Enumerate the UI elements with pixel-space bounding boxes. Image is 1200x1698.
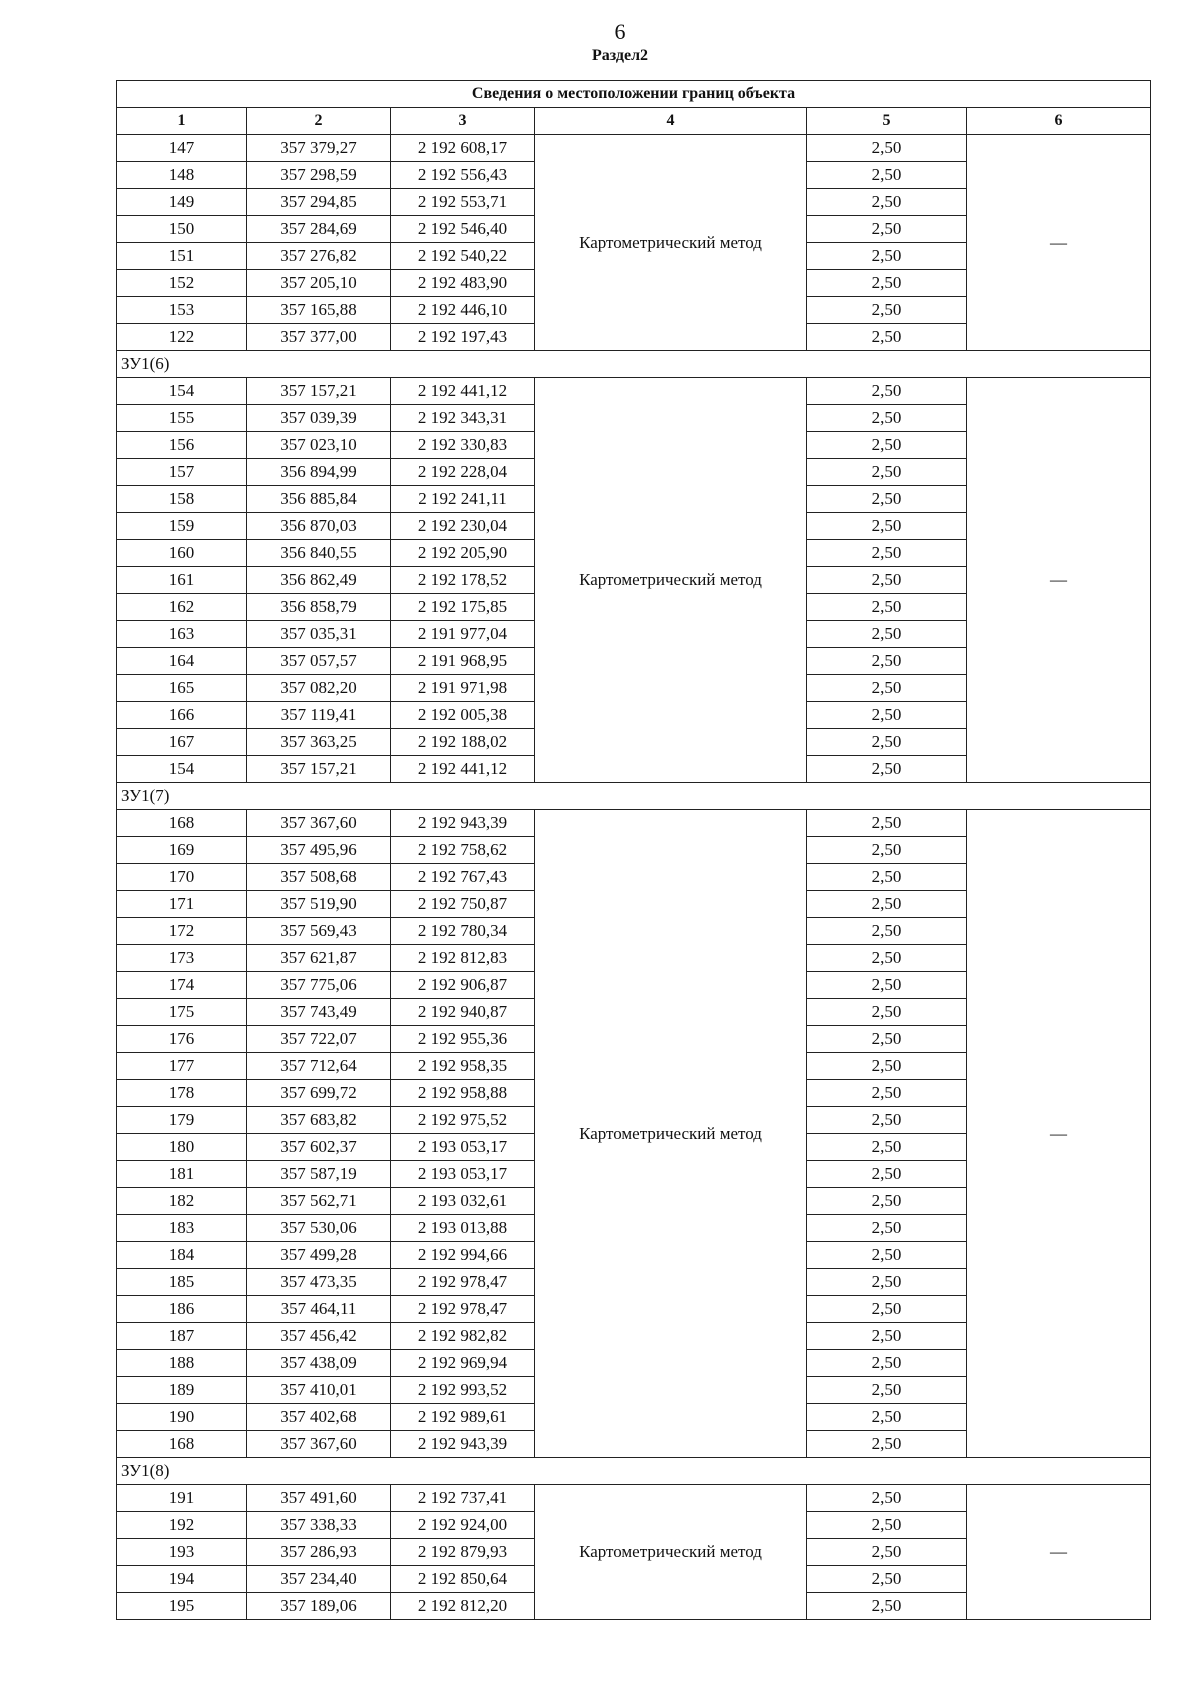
y-coordinate-cell: 2 192 978,47 <box>391 1296 535 1323</box>
point-number-cell: 161 <box>117 567 247 594</box>
x-coordinate-cell: 357 495,96 <box>247 837 391 864</box>
point-number-cell: 156 <box>117 432 247 459</box>
y-coordinate-cell: 2 193 053,17 <box>391 1161 535 1188</box>
accuracy-cell: 2,50 <box>807 621 967 648</box>
accuracy-cell: 2,50 <box>807 1512 967 1539</box>
y-coordinate-cell: 2 192 940,87 <box>391 999 535 1026</box>
accuracy-cell: 2,50 <box>807 1539 967 1566</box>
x-coordinate-cell: 357 023,10 <box>247 432 391 459</box>
table-row <box>117 1485 1151 1512</box>
y-coordinate-cell: 2 192 005,38 <box>391 702 535 729</box>
x-coordinate-cell: 357 379,27 <box>247 135 391 162</box>
accuracy-cell: 2,50 <box>807 1404 967 1431</box>
y-coordinate-cell: 2 192 982,82 <box>391 1323 535 1350</box>
accuracy-cell: 2,50 <box>807 729 967 756</box>
point-number-cell: 173 <box>117 945 247 972</box>
point-number-cell: 178 <box>117 1080 247 1107</box>
accuracy-cell: 2,50 <box>807 837 967 864</box>
y-coordinate-cell: 2 192 197,43 <box>391 324 535 351</box>
table-header <box>117 81 1151 135</box>
accuracy-cell: 2,50 <box>807 1566 967 1593</box>
group-title-row <box>117 783 1151 810</box>
x-coordinate-cell: 357 057,57 <box>247 648 391 675</box>
x-coordinate-cell: 357 587,19 <box>247 1161 391 1188</box>
y-coordinate-cell: 2 192 546,40 <box>391 216 535 243</box>
point-number-cell: 164 <box>117 648 247 675</box>
point-number-cell: 186 <box>117 1296 247 1323</box>
point-number-cell: 147 <box>117 135 247 162</box>
point-number-cell: 193 <box>117 1539 247 1566</box>
y-coordinate-cell: 2 192 906,87 <box>391 972 535 999</box>
x-coordinate-cell: 357 743,49 <box>247 999 391 1026</box>
accuracy-cell: 2,50 <box>807 918 967 945</box>
method-cell: Картометрический метод <box>535 810 807 1458</box>
point-number-cell: 166 <box>117 702 247 729</box>
column-header: 6 <box>967 108 1151 135</box>
y-coordinate-cell: 2 192 737,41 <box>391 1485 535 1512</box>
y-coordinate-cell: 2 192 553,71 <box>391 189 535 216</box>
accuracy-cell: 2,50 <box>807 378 967 405</box>
accuracy-cell: 2,50 <box>807 1485 967 1512</box>
y-coordinate-cell: 2 192 228,04 <box>391 459 535 486</box>
method-cell: Картометрический метод <box>535 1485 807 1620</box>
x-coordinate-cell: 357 508,68 <box>247 864 391 891</box>
y-coordinate-cell: 2 193 053,17 <box>391 1134 535 1161</box>
x-coordinate-cell: 357 775,06 <box>247 972 391 999</box>
y-coordinate-cell: 2 192 178,52 <box>391 567 535 594</box>
page-number: 6 <box>614 19 626 44</box>
y-coordinate-cell: 2 192 441,12 <box>391 756 535 783</box>
description-cell: — <box>967 810 1151 1458</box>
accuracy-cell: 2,50 <box>807 324 967 351</box>
point-number-cell: 175 <box>117 999 247 1026</box>
point-number-cell: 163 <box>117 621 247 648</box>
point-number-cell: 162 <box>117 594 247 621</box>
point-number-cell: 160 <box>117 540 247 567</box>
y-coordinate-cell: 2 192 483,90 <box>391 270 535 297</box>
x-coordinate-cell: 357 402,68 <box>247 1404 391 1431</box>
x-coordinate-cell: 357 377,00 <box>247 324 391 351</box>
y-coordinate-cell: 2 192 879,93 <box>391 1539 535 1566</box>
x-coordinate-cell: 357 699,72 <box>247 1080 391 1107</box>
x-coordinate-cell: 357 464,11 <box>247 1296 391 1323</box>
x-coordinate-cell: 357 438,09 <box>247 1350 391 1377</box>
y-coordinate-cell: 2 192 958,35 <box>391 1053 535 1080</box>
accuracy-cell: 2,50 <box>807 513 967 540</box>
accuracy-cell: 2,50 <box>807 1593 967 1620</box>
x-coordinate-cell: 357 491,60 <box>247 1485 391 1512</box>
group-title: ЗУ1(7) <box>117 783 1151 810</box>
x-coordinate-cell: 357 363,25 <box>247 729 391 756</box>
point-number-cell: 172 <box>117 918 247 945</box>
point-number-cell: 153 <box>117 297 247 324</box>
point-number-cell: 184 <box>117 1242 247 1269</box>
x-coordinate-cell: 357 722,07 <box>247 1026 391 1053</box>
column-header: 4 <box>535 108 807 135</box>
y-coordinate-cell: 2 192 175,85 <box>391 594 535 621</box>
accuracy-cell: 2,50 <box>807 1350 967 1377</box>
y-coordinate-cell: 2 192 556,43 <box>391 162 535 189</box>
y-coordinate-cell: 2 192 978,47 <box>391 1269 535 1296</box>
accuracy-cell: 2,50 <box>807 756 967 783</box>
accuracy-cell: 2,50 <box>807 1215 967 1242</box>
x-coordinate-cell: 357 286,93 <box>247 1539 391 1566</box>
y-coordinate-cell: 2 192 943,39 <box>391 1431 535 1458</box>
point-number-cell: 189 <box>117 1377 247 1404</box>
table-body <box>117 135 1151 1620</box>
accuracy-cell: 2,50 <box>807 1107 967 1134</box>
accuracy-cell: 2,50 <box>807 540 967 567</box>
accuracy-cell: 2,50 <box>807 972 967 999</box>
y-coordinate-cell: 2 192 958,88 <box>391 1080 535 1107</box>
x-coordinate-cell: 356 862,49 <box>247 567 391 594</box>
y-coordinate-cell: 2 192 767,43 <box>391 864 535 891</box>
y-coordinate-cell: 2 192 955,36 <box>391 1026 535 1053</box>
y-coordinate-cell: 2 192 205,90 <box>391 540 535 567</box>
table-caption: Сведения о местоположении границ объекта <box>117 81 1151 108</box>
accuracy-cell: 2,50 <box>807 1296 967 1323</box>
y-coordinate-cell: 2 191 971,98 <box>391 675 535 702</box>
x-coordinate-cell: 357 234,40 <box>247 1566 391 1593</box>
description-cell: — <box>967 378 1151 783</box>
y-coordinate-cell: 2 192 924,00 <box>391 1512 535 1539</box>
point-number-cell: 171 <box>117 891 247 918</box>
accuracy-cell: 2,50 <box>807 702 967 729</box>
x-coordinate-cell: 357 499,28 <box>247 1242 391 1269</box>
accuracy-cell: 2,50 <box>807 270 967 297</box>
accuracy-cell: 2,50 <box>807 1269 967 1296</box>
point-number-cell: 195 <box>117 1593 247 1620</box>
accuracy-cell: 2,50 <box>807 1188 967 1215</box>
x-coordinate-cell: 356 885,84 <box>247 486 391 513</box>
accuracy-cell: 2,50 <box>807 1323 967 1350</box>
x-coordinate-cell: 357 519,90 <box>247 891 391 918</box>
accuracy-cell: 2,50 <box>807 486 967 513</box>
point-number-cell: 182 <box>117 1188 247 1215</box>
point-number-cell: 150 <box>117 216 247 243</box>
x-coordinate-cell: 357 367,60 <box>247 810 391 837</box>
x-coordinate-cell: 357 602,37 <box>247 1134 391 1161</box>
point-number-cell: 183 <box>117 1215 247 1242</box>
column-header: 1 <box>117 108 247 135</box>
point-number-cell: 168 <box>117 1431 247 1458</box>
point-number-cell: 149 <box>117 189 247 216</box>
group-title-row <box>117 351 1151 378</box>
y-coordinate-cell: 2 192 812,83 <box>391 945 535 972</box>
accuracy-cell: 2,50 <box>807 243 967 270</box>
y-coordinate-cell: 2 192 343,31 <box>391 405 535 432</box>
y-coordinate-cell: 2 192 989,61 <box>391 1404 535 1431</box>
point-number-cell: 167 <box>117 729 247 756</box>
point-number-cell: 168 <box>117 810 247 837</box>
x-coordinate-cell: 357 562,71 <box>247 1188 391 1215</box>
y-coordinate-cell: 2 192 446,10 <box>391 297 535 324</box>
y-coordinate-cell: 2 192 850,64 <box>391 1566 535 1593</box>
x-coordinate-cell: 357 082,20 <box>247 675 391 702</box>
point-number-cell: 157 <box>117 459 247 486</box>
column-header: 3 <box>391 108 535 135</box>
y-coordinate-cell: 2 192 330,83 <box>391 432 535 459</box>
x-coordinate-cell: 357 410,01 <box>247 1377 391 1404</box>
point-number-cell: 154 <box>117 378 247 405</box>
column-numbers-row <box>117 108 1151 135</box>
y-coordinate-cell: 2 192 780,34 <box>391 918 535 945</box>
accuracy-cell: 2,50 <box>807 1377 967 1404</box>
x-coordinate-cell: 357 456,42 <box>247 1323 391 1350</box>
y-coordinate-cell: 2 192 608,17 <box>391 135 535 162</box>
accuracy-cell: 2,50 <box>807 1242 967 1269</box>
y-coordinate-cell: 2 192 943,39 <box>391 810 535 837</box>
y-coordinate-cell: 2 193 032,61 <box>391 1188 535 1215</box>
y-coordinate-cell: 2 192 993,52 <box>391 1377 535 1404</box>
point-number-cell: 165 <box>117 675 247 702</box>
x-coordinate-cell: 357 189,06 <box>247 1593 391 1620</box>
y-coordinate-cell: 2 192 230,04 <box>391 513 535 540</box>
point-number-cell: 154 <box>117 756 247 783</box>
x-coordinate-cell: 357 205,10 <box>247 270 391 297</box>
description-cell: — <box>967 1485 1151 1620</box>
x-coordinate-cell: 357 473,35 <box>247 1269 391 1296</box>
accuracy-cell: 2,50 <box>807 1026 967 1053</box>
x-coordinate-cell: 357 157,21 <box>247 756 391 783</box>
point-number-cell: 159 <box>117 513 247 540</box>
method-cell: Картометрический метод <box>535 135 807 351</box>
x-coordinate-cell: 357 338,33 <box>247 1512 391 1539</box>
accuracy-cell: 2,50 <box>807 891 967 918</box>
x-coordinate-cell: 357 367,60 <box>247 1431 391 1458</box>
group-title-row <box>117 1458 1151 1485</box>
point-number-cell: 155 <box>117 405 247 432</box>
x-coordinate-cell: 357 284,69 <box>247 216 391 243</box>
accuracy-cell: 2,50 <box>807 999 967 1026</box>
x-coordinate-cell: 357 039,39 <box>247 405 391 432</box>
table-row <box>117 810 1151 837</box>
x-coordinate-cell: 357 165,88 <box>247 297 391 324</box>
point-number-cell: 148 <box>117 162 247 189</box>
column-header: 5 <box>807 108 967 135</box>
group-title: ЗУ1(8) <box>117 1458 1151 1485</box>
x-coordinate-cell: 357 157,21 <box>247 378 391 405</box>
y-coordinate-cell: 2 192 969,94 <box>391 1350 535 1377</box>
point-number-cell: 151 <box>117 243 247 270</box>
x-coordinate-cell: 356 894,99 <box>247 459 391 486</box>
x-coordinate-cell: 357 683,82 <box>247 1107 391 1134</box>
x-coordinate-cell: 357 712,64 <box>247 1053 391 1080</box>
accuracy-cell: 2,50 <box>807 1161 967 1188</box>
point-number-cell: 188 <box>117 1350 247 1377</box>
accuracy-cell: 2,50 <box>807 297 967 324</box>
accuracy-cell: 2,50 <box>807 567 967 594</box>
x-coordinate-cell: 357 530,06 <box>247 1215 391 1242</box>
accuracy-cell: 2,50 <box>807 810 967 837</box>
point-number-cell: 194 <box>117 1566 247 1593</box>
x-coordinate-cell: 357 621,87 <box>247 945 391 972</box>
accuracy-cell: 2,50 <box>807 459 967 486</box>
point-number-cell: 179 <box>117 1107 247 1134</box>
x-coordinate-cell: 357 035,31 <box>247 621 391 648</box>
point-number-cell: 192 <box>117 1512 247 1539</box>
point-number-cell: 191 <box>117 1485 247 1512</box>
x-coordinate-cell: 356 840,55 <box>247 540 391 567</box>
point-number-cell: 174 <box>117 972 247 999</box>
y-coordinate-cell: 2 192 975,52 <box>391 1107 535 1134</box>
point-number-cell: 190 <box>117 1404 247 1431</box>
column-header: 2 <box>247 108 391 135</box>
x-coordinate-cell: 357 298,59 <box>247 162 391 189</box>
accuracy-cell: 2,50 <box>807 216 967 243</box>
accuracy-cell: 2,50 <box>807 432 967 459</box>
accuracy-cell: 2,50 <box>807 135 967 162</box>
y-coordinate-cell: 2 192 994,66 <box>391 1242 535 1269</box>
accuracy-cell: 2,50 <box>807 1080 967 1107</box>
accuracy-cell: 2,50 <box>807 1431 967 1458</box>
accuracy-cell: 2,50 <box>807 1134 967 1161</box>
accuracy-cell: 2,50 <box>807 189 967 216</box>
method-cell: Картометрический метод <box>535 378 807 783</box>
x-coordinate-cell: 357 119,41 <box>247 702 391 729</box>
point-number-cell: 176 <box>117 1026 247 1053</box>
point-number-cell: 158 <box>117 486 247 513</box>
point-number-cell: 187 <box>117 1323 247 1350</box>
y-coordinate-cell: 2 192 188,02 <box>391 729 535 756</box>
accuracy-cell: 2,50 <box>807 162 967 189</box>
accuracy-cell: 2,50 <box>807 648 967 675</box>
accuracy-cell: 2,50 <box>807 675 967 702</box>
y-coordinate-cell: 2 191 968,95 <box>391 648 535 675</box>
point-number-cell: 177 <box>117 1053 247 1080</box>
x-coordinate-cell: 356 870,03 <box>247 513 391 540</box>
accuracy-cell: 2,50 <box>807 405 967 432</box>
y-coordinate-cell: 2 192 812,20 <box>391 1593 535 1620</box>
y-coordinate-cell: 2 193 013,88 <box>391 1215 535 1242</box>
point-number-cell: 185 <box>117 1269 247 1296</box>
table-row <box>117 378 1151 405</box>
x-coordinate-cell: 357 294,85 <box>247 189 391 216</box>
accuracy-cell: 2,50 <box>807 1053 967 1080</box>
y-coordinate-cell: 2 192 758,62 <box>391 837 535 864</box>
point-number-cell: 122 <box>117 324 247 351</box>
y-coordinate-cell: 2 191 977,04 <box>391 621 535 648</box>
boundary-coordinates-table <box>116 80 1151 1620</box>
y-coordinate-cell: 2 192 441,12 <box>391 378 535 405</box>
point-number-cell: 170 <box>117 864 247 891</box>
y-coordinate-cell: 2 192 241,11 <box>391 486 535 513</box>
section-title: Раздел2 <box>591 47 649 64</box>
point-number-cell: 180 <box>117 1134 247 1161</box>
x-coordinate-cell: 357 276,82 <box>247 243 391 270</box>
group-title: ЗУ1(6) <box>117 351 1151 378</box>
table-row <box>117 135 1151 162</box>
x-coordinate-cell: 357 569,43 <box>247 918 391 945</box>
point-number-cell: 181 <box>117 1161 247 1188</box>
description-cell: — <box>967 135 1151 351</box>
accuracy-cell: 2,50 <box>807 945 967 972</box>
y-coordinate-cell: 2 192 750,87 <box>391 891 535 918</box>
y-coordinate-cell: 2 192 540,22 <box>391 243 535 270</box>
point-number-cell: 152 <box>117 270 247 297</box>
accuracy-cell: 2,50 <box>807 594 967 621</box>
point-number-cell: 169 <box>117 837 247 864</box>
accuracy-cell: 2,50 <box>807 864 967 891</box>
x-coordinate-cell: 356 858,79 <box>247 594 391 621</box>
